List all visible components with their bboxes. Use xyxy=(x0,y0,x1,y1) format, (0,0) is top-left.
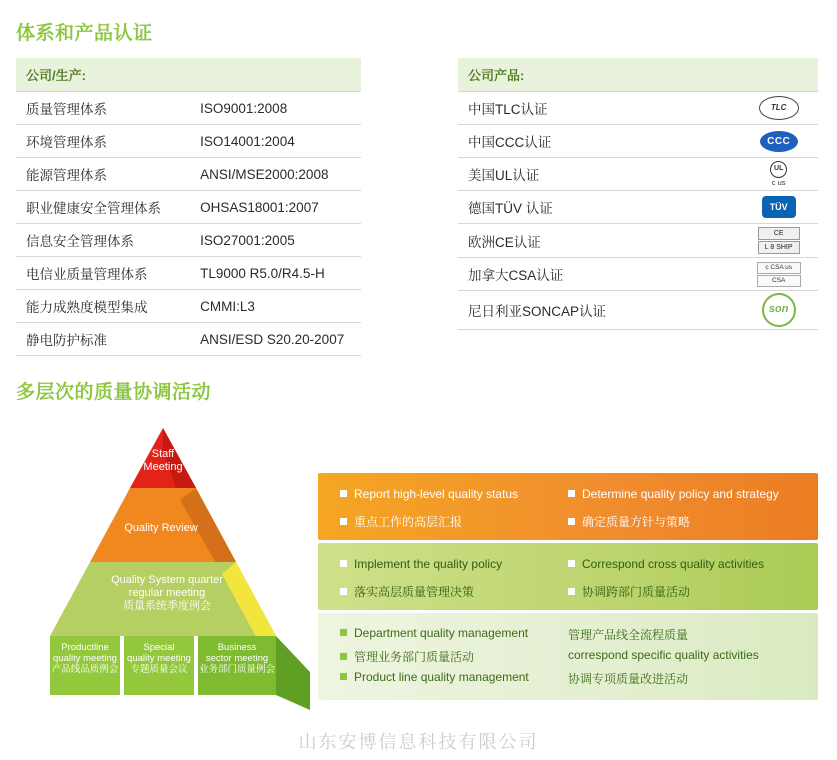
cert-standard: ANSI/ESD S20.20-2007 xyxy=(190,323,361,356)
pyramid-label-quality-review: Quality Review xyxy=(124,522,198,534)
company-production-cert-table xyxy=(16,58,361,356)
tlc-logo-icon: TLC xyxy=(759,96,799,120)
pyramid-base-block-business xyxy=(198,636,276,695)
band-bottom-left-line1: Department quality management xyxy=(340,626,528,640)
pyramid-label-staff-meeting: Staff Meeting xyxy=(143,448,183,473)
cert-logo-cell xyxy=(739,224,818,258)
bullet-icon xyxy=(340,673,347,680)
table-row xyxy=(16,92,361,125)
watermark: 山东安博信息科技有限公司 xyxy=(298,732,539,752)
table-row xyxy=(458,291,818,330)
table-header-row xyxy=(458,58,818,92)
table-header-company-production: 公司/生产: xyxy=(16,58,361,92)
cert-name: 中国TLC认证 xyxy=(458,92,739,125)
band-bottom-right-line2: correspond specific quality activities xyxy=(568,648,759,662)
csa-logo-icon: c CSA us CSA xyxy=(757,261,801,288)
table-row xyxy=(458,92,818,125)
cert-logo-cell xyxy=(739,191,818,224)
band-top-right-line2: 确定质量方针与策略 xyxy=(568,513,690,530)
table-row xyxy=(16,224,361,257)
ccc-logo-icon: CCC xyxy=(760,131,798,152)
cert-standard: ANSI/MSE2000:2008 xyxy=(190,158,361,191)
cert-name: 电信业质量管理体系 xyxy=(16,257,190,290)
ce-logo-icon: CE L 8 SHIP xyxy=(758,226,800,255)
cert-name: 静电防护标准 xyxy=(16,323,190,356)
cert-name: 欧洲CE认证 xyxy=(458,224,739,258)
cert-name: 美国UL认证 xyxy=(458,158,739,191)
soncap-logo-icon: son xyxy=(762,293,796,327)
bullet-icon xyxy=(568,588,575,595)
cert-name: 环境管理体系 xyxy=(16,125,190,158)
cert-standard: TL9000 R5.0/R4.5-H xyxy=(190,257,361,290)
cert-standard: ISO14001:2004 xyxy=(190,125,361,158)
pyramid-base-block-productline xyxy=(50,636,120,695)
pyramid-base-block-special xyxy=(124,636,194,695)
table-header-company-product: 公司产品: xyxy=(458,58,818,92)
bullet-icon xyxy=(340,653,347,660)
page-title-certifications: 体系和产品认证 xyxy=(16,23,153,44)
bullet-icon xyxy=(340,560,347,567)
band-middle-left-line1: Implement the quality policy xyxy=(340,557,502,571)
band-bottom-left-line3: Product line quality management xyxy=(340,670,529,684)
band-bottom-right-line3: 协调专项质量改进活动 xyxy=(568,672,689,686)
table-row xyxy=(458,125,818,158)
cert-standard: OHSAS18001:2007 xyxy=(190,191,361,224)
band-top xyxy=(318,473,818,540)
table-row xyxy=(458,158,818,191)
bullet-icon xyxy=(340,518,347,525)
cert-name: 质量管理体系 xyxy=(16,92,190,125)
table-row xyxy=(458,224,818,258)
table-row xyxy=(16,158,361,191)
cert-name: 德国TÜV 认证 xyxy=(458,191,739,224)
band-middle xyxy=(318,543,818,610)
band-middle-left-line2: 落实高层质量管理决策 xyxy=(340,583,474,600)
table-row xyxy=(16,125,361,158)
cert-standard: ISO27001:2005 xyxy=(190,224,361,257)
table-row xyxy=(458,258,818,291)
band-top-left-line2: 重点工作的高层汇报 xyxy=(340,513,462,530)
bullet-icon xyxy=(340,490,347,497)
cert-logo-cell xyxy=(739,125,818,158)
pyramid-label-quality-system: Quality System quarter regular meeting 质量系统季度例会 xyxy=(111,574,223,612)
cert-name: 能源管理体系 xyxy=(16,158,190,191)
bullet-icon xyxy=(568,518,575,525)
table-row xyxy=(458,191,818,224)
cert-logo-cell xyxy=(739,92,818,125)
tuv-logo-icon: TÜV xyxy=(762,196,796,218)
ul-logo-icon: UL c us xyxy=(770,161,787,188)
cert-standard: CMMI:L3 xyxy=(190,290,361,323)
pyramid-base-shade xyxy=(276,636,310,710)
cert-name: 尼日利亚SONCAP认证 xyxy=(458,291,739,330)
cert-logo-cell xyxy=(739,258,818,291)
pyramid-label-business: Business sector meeting 业务部门质量例会 xyxy=(198,642,275,675)
page-title-quality-activities: 多层次的质量协调活动 xyxy=(16,382,212,403)
pyramid-shape xyxy=(0,410,340,710)
table-row xyxy=(16,323,361,356)
cert-name: 职业健康安全管理体系 xyxy=(16,191,190,224)
cert-name: 信息安全管理体系 xyxy=(16,224,190,257)
table-row xyxy=(16,290,361,323)
table-header-row xyxy=(16,58,361,92)
bullet-icon xyxy=(340,588,347,595)
company-product-cert-table xyxy=(458,58,818,330)
cert-name: 加拿大CSA认证 xyxy=(458,258,739,291)
band-middle-right-line2: 协调跨部门质量活动 xyxy=(568,583,690,600)
cert-logo-cell xyxy=(739,291,818,330)
cert-name: 能力成熟度模型集成 xyxy=(16,290,190,323)
band-bottom xyxy=(318,613,818,700)
band-bottom-left-line2: 管理业务部门质量活动 xyxy=(340,648,474,665)
quality-activities-diagram xyxy=(0,410,837,710)
table-row xyxy=(16,257,361,290)
pyramid-label-special: Special quality meeting 专题质量会议 xyxy=(127,642,191,675)
table-row xyxy=(16,191,361,224)
band-top-right-line1: Determine quality policy and strategy xyxy=(568,487,779,501)
band-middle-right-line1: Correspond cross quality activities xyxy=(568,557,764,571)
bullet-icon xyxy=(340,629,347,636)
cert-logo-cell xyxy=(739,158,818,191)
band-top-left-line1: Report high-level quality status xyxy=(340,487,518,501)
pyramid-label-productline: Productline quality meeting 产品线品质例会 xyxy=(51,642,119,675)
band-bottom-right-line1: 管理产品线全流程质量 xyxy=(568,628,689,642)
bullet-icon xyxy=(568,490,575,497)
bullet-icon xyxy=(568,560,575,567)
cert-name: 中国CCC认证 xyxy=(458,125,739,158)
cert-standard: ISO9001:2008 xyxy=(190,92,361,125)
